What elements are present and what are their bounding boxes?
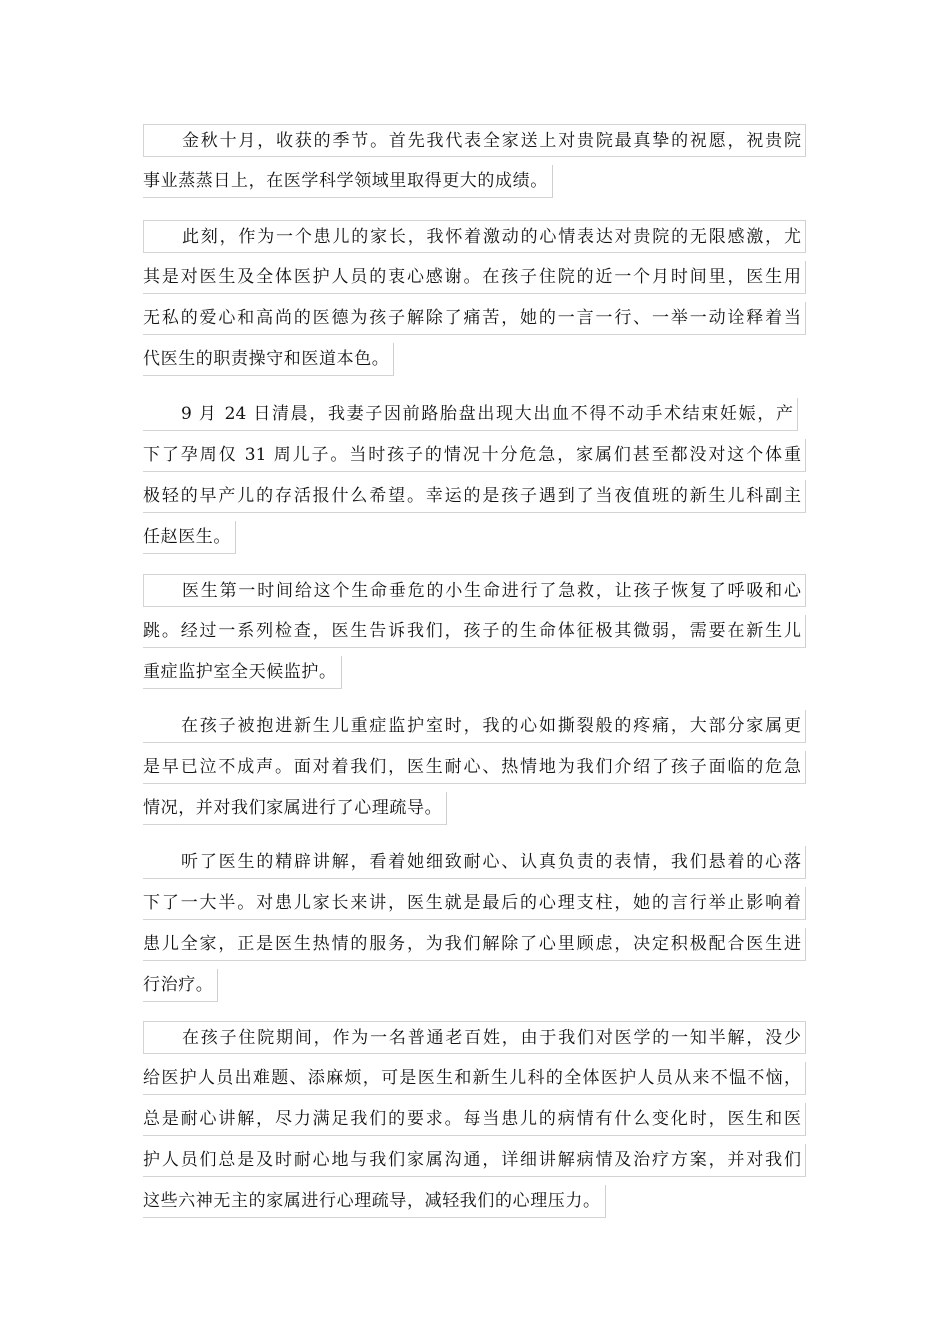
paragraph <box>143 398 806 562</box>
text-line: 在孩子被抱进新生儿重症监护室时，我的心如撕裂般的疼痛，大部分家属更 <box>143 710 806 743</box>
paragraph <box>143 1021 806 1226</box>
text-line: 此刻，作为一个患儿的家长，我怀着激动的心情表达对贵院的无限感激，尤 <box>143 220 806 253</box>
text-line: 重症监护室全天候监护。 <box>143 656 342 689</box>
paragraph <box>143 124 806 206</box>
paragraph <box>143 574 806 697</box>
text-line: 无私的爱心和高尚的医德为孩子解除了痛苦，她的一言一行、一举一动诠释着当 <box>143 302 806 335</box>
paragraph <box>143 220 806 384</box>
text-line: 其是对医生及全体医护人员的衷心感谢。在孩子住院的近一个月时间里，医生用 <box>143 261 806 294</box>
text-line: 行治疗。 <box>143 969 218 1002</box>
text-line: 代医生的职责操守和医道本色。 <box>143 343 394 376</box>
text-line: 在孩子住院期间，作为一名普通老百姓，由于我们对医学的一知半解，没少 <box>143 1021 806 1054</box>
text-line: 极轻的早产儿的存活报什么希望。幸运的是孩子遇到了当夜值班的新生儿科副主 <box>143 480 806 513</box>
paragraph <box>143 710 806 833</box>
text-line: 任赵医生。 <box>143 521 236 554</box>
text-line: 下了孕周仅 31 周儿子。当时孩子的情况十分危急，家属们甚至都没对这个体重 <box>143 439 806 472</box>
text-line: 医生第一时间给这个生命垂危的小生命进行了急救，让孩子恢复了呼吸和心 <box>143 574 806 607</box>
text-line: 护人员们总是及时耐心地与我们家属沟通，详细讲解病情及治疗方案，并对我们 <box>143 1144 806 1177</box>
text-line: 听了医生的精辟讲解，看着她细致耐心、认真负责的表情，我们悬着的心落 <box>143 846 806 879</box>
text-line: 跳。经过一系列检查，医生告诉我们，孩子的生命体征极其微弱，需要在新生儿 <box>143 615 806 648</box>
paragraph <box>143 846 806 1010</box>
text-line: 给医护人员出难题、添麻烦，可是医生和新生儿科的全体医护人员从来不愠不恼， <box>143 1062 806 1095</box>
text-line: 事业蒸蒸日上，在医学科学领域里取得更大的成绩。 <box>143 165 553 198</box>
text-line: 总是耐心讲解，尽力满足我们的要求。每当患儿的病情有什么变化时，医生和医 <box>143 1103 806 1136</box>
text-line: 情况，并对我们家属进行了心理疏导。 <box>143 792 447 825</box>
text-line: 金秋十月，收获的季节。首先我代表全家送上对贵院最真挚的祝愿，祝贵院 <box>143 124 806 157</box>
text-line: 是早已泣不成声。面对着我们，医生耐心、热情地为我们介绍了孩子面临的危急 <box>143 751 806 784</box>
text-line: 患儿全家，正是医生热情的服务，为我们解除了心里顾虑，决定积极配合医生进 <box>143 928 806 961</box>
text-line: 这些六神无主的家属进行心理疏导，减轻我们的心理压力。 <box>143 1185 606 1218</box>
text-line: 9 月 24 日清晨，我妻子因前路胎盘出现大出血不得不动手术结束妊娠，产 <box>143 398 798 431</box>
text-line: 下了一大半。对患儿家长来讲，医生就是最后的心理支柱，她的言行举止影响着 <box>143 887 806 920</box>
